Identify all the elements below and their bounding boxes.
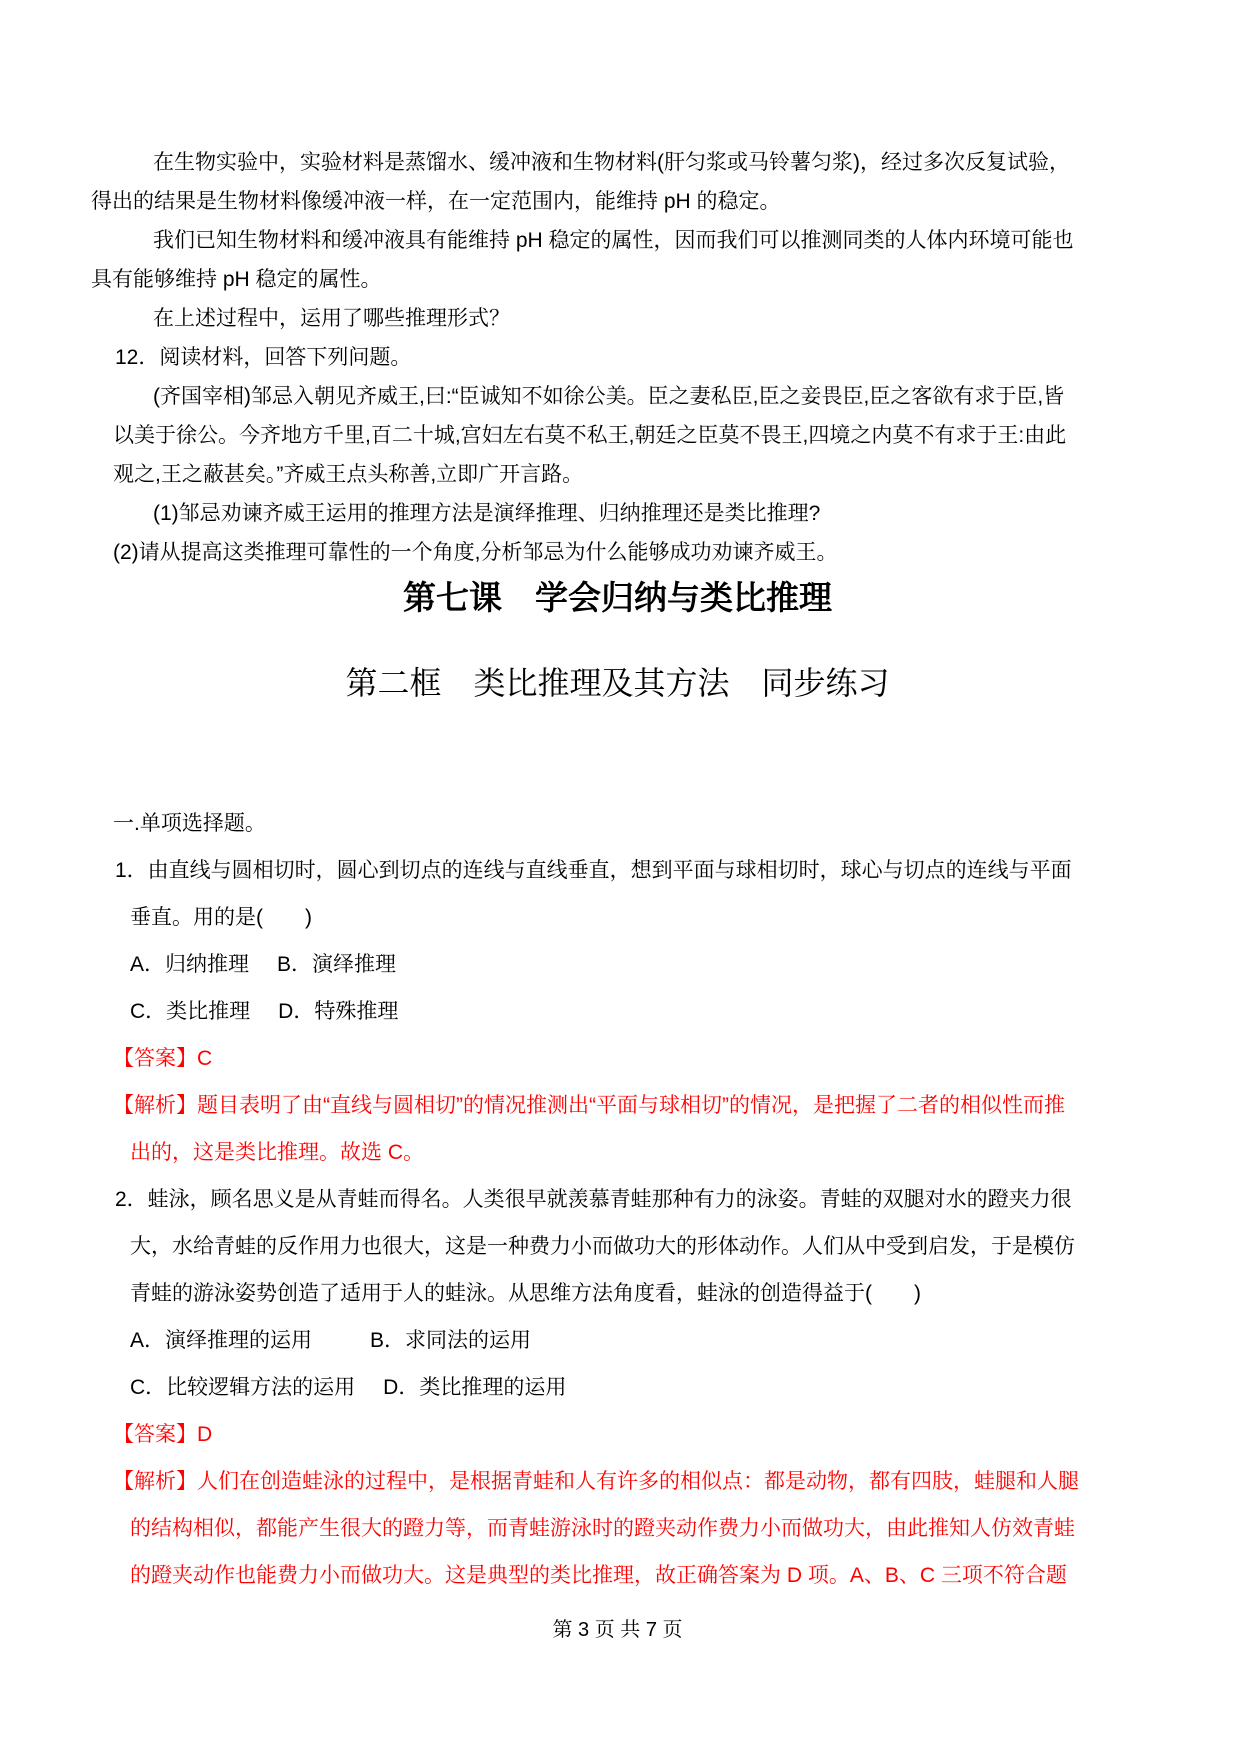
subsection-title: 第二框 类比推理及其方法 同步练习 xyxy=(345,665,890,701)
passage-line: 以美于徐公。今齐地方千里,百二十城,宫妇左右莫不私王,朝廷之臣莫不畏王,四境之内莫不有求于王:由此 xyxy=(113,424,1067,447)
q1-option-b: B．演绎推理 xyxy=(277,953,397,976)
q1-options-row xyxy=(91,941,1144,988)
q1-option-a: A．归纳推理 xyxy=(130,953,250,976)
passage-line: (齐国宰相)邹忌入朝见齐威王,曰:“臣诚知不如徐公美。臣之妻私臣,臣之妾畏臣,臣之客欲有求于臣,皆 xyxy=(153,385,1065,408)
q2-options-row xyxy=(91,1317,1144,1364)
exercise-section xyxy=(91,800,1144,1599)
subquestion-1-line: (1)邹忌劝谏齐威王运用的推理方法是演绎推理、归纳推理还是类比推理? xyxy=(153,502,821,525)
q1-options-row xyxy=(91,988,1144,1035)
section-label: 一.单项选择题。 xyxy=(113,812,266,835)
passage-line: 得出的结果是生物材料像缓冲液一样，在一定范围内，能维持 pH 的稳定。 xyxy=(91,190,781,213)
subquestion-2-line: (2)请从提高这类推理可靠性的一个角度,分析邹忌为什么能够成功劝谏齐威王。 xyxy=(113,541,838,564)
passage-line: 具有能够维持 pH 稳定的属性。 xyxy=(91,268,382,291)
q1-analysis-line: 出的，这是类比推理。故选 C。 xyxy=(130,1141,424,1164)
q1-stem-line: 1．由直线与圆相切时，圆心到切点的连线与直线垂直，想到平面与球相切时，球心与切点的连线与平面 xyxy=(115,859,1072,882)
q2-answer-line: 【答案】D xyxy=(113,1423,213,1446)
q2-analysis-line: 【解析】人们在创造蛙泳的过程中，是根据青蛙和人有许多的相似点：都是动物，都有四肢，蛙腿和人腿 xyxy=(113,1470,1079,1493)
passage-line: 在上述过程中，运用了哪些推理形式？ xyxy=(153,307,510,330)
passage-line: 我们已知生物材料和缓冲液具有能维持 pH 稳定的属性，因而我们可以推测同类的人体内环境可能也 xyxy=(153,229,1074,252)
q2-stem-line: 2．蛙泳，顾名思义是从青蛙而得名。人类很早就羡慕青蛙那种有力的泳姿。青蛙的双腿对水的蹬夹力很 xyxy=(115,1188,1072,1211)
passage-line: 在生物实验中，实验材料是蒸馏水、缓冲液和生物材料(肝匀浆或马铃薯匀浆)，经过多次反复试验， xyxy=(153,151,1070,174)
question-12-line: 12．阅读材料，回答下列问题。 xyxy=(115,346,412,369)
q1-option-c: C．类比推理 xyxy=(130,1000,251,1023)
q2-options-row xyxy=(91,1364,1144,1411)
q2-analysis-line: 的蹬夹动作也能费力小而做功大。这是典型的类比推理，故正确答案为 D 项。A、B、C 三项不符合题 xyxy=(130,1564,1067,1587)
q1-analysis-line: 【解析】题目表明了由“直线与圆相切”的情况推测出“平面与球相切”的情况，是把握了二者的相似性而推 xyxy=(113,1094,1065,1117)
q2-option-c: C．比较逻辑方法的运用 xyxy=(130,1376,356,1399)
q2-option-a: A．演绎推理的运用 xyxy=(130,1329,313,1352)
q1-option-d: D．特殊推理 xyxy=(278,1000,399,1023)
passage-line: 观之,王之蔽甚矣。”齐威王点头称善,立即广开言路。 xyxy=(113,463,584,486)
q2-stem-line: 青蛙的游泳姿势创造了适用于人的蛙泳。从思维方法角度看，蛙泳的创造得益于( ) xyxy=(130,1282,921,1305)
q2-option-d: D．类比推理的运用 xyxy=(383,1376,567,1399)
document-content xyxy=(91,143,1144,1599)
q1-stem-line: 垂直。用的是( ) xyxy=(130,906,312,929)
lesson-title: 第七课 学会归纳与类比推理 xyxy=(403,579,832,616)
q1-answer-line: 【答案】C xyxy=(113,1047,213,1070)
page-number: 第 3 页 共 7 页 xyxy=(552,1619,683,1641)
q2-stem-line: 大，水给青蛙的反作用力也很大，这是一种费力小而做功大的形体动作。人们从中受到启发，于是模仿 xyxy=(130,1235,1075,1258)
passage-section xyxy=(91,143,1144,572)
q2-analysis-line: 的结构相似，都能产生很大的蹬力等，而青蛙游泳时的蹬夹动作费力小而做功大，由此推知人仿效青蛙 xyxy=(130,1517,1075,1540)
q2-option-b: B．求同法的运用 xyxy=(370,1329,532,1352)
